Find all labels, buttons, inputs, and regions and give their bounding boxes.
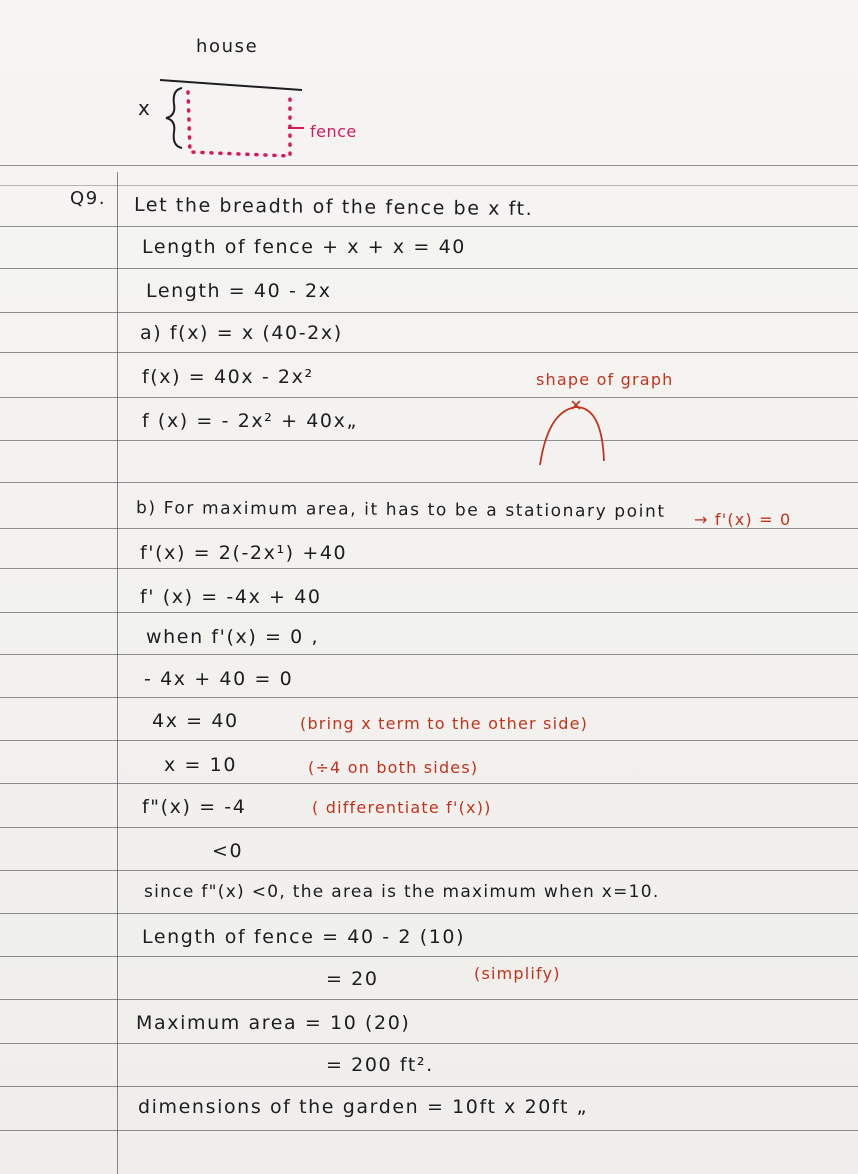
fence-dotted-outline: [188, 92, 290, 156]
ruled-line: [0, 268, 858, 269]
ruled-line: [0, 1130, 858, 1131]
ruled-line: [0, 956, 858, 957]
working-line: = 200 ft².: [326, 1054, 434, 1076]
x-label: x: [138, 96, 152, 120]
ruled-line: [0, 740, 858, 741]
working-line: b) For maximum area, it has to be a stationary point: [135, 498, 666, 522]
divide-note: (÷4 on both sides): [308, 758, 479, 777]
house-label: house: [196, 36, 259, 57]
ruled-line: [0, 1086, 858, 1087]
fence-label: fence: [310, 122, 357, 141]
ruled-line: [0, 1043, 858, 1044]
ruled-line: [0, 226, 858, 227]
margin-line: [117, 172, 118, 1174]
simplify-note: (simplify): [474, 964, 561, 983]
ruled-line: [0, 568, 858, 569]
ruled-line: [0, 612, 858, 613]
working-line: Let the breadth of the fence be x ft.: [133, 193, 534, 221]
working-line: x = 10: [164, 754, 238, 776]
working-line: since f"(x) <0, the area is the maximum when x=10.: [144, 882, 660, 902]
working-line: when f'(x) = 0 ,: [146, 626, 320, 648]
ruled-line: [0, 870, 858, 871]
graph-shape-note: shape of graph: [536, 370, 674, 389]
working-line: dimensions of the garden = 10ft x 20ft „: [138, 1096, 589, 1118]
working-line: - 4x + 40 = 0: [144, 668, 294, 690]
working-line: f(x) = 40x - 2x²: [142, 366, 314, 388]
ruled-line: [0, 827, 858, 828]
working-line: Length of fence = 40 - 2 (10): [142, 926, 466, 948]
ruled-line: [0, 440, 858, 441]
stationary-note: → f'(x) = 0: [694, 510, 792, 529]
working-line: a) f(x) = x (40-2x): [140, 322, 343, 344]
working-line: 4x = 40: [152, 710, 239, 732]
ruled-line: [0, 397, 858, 398]
x-brace: [166, 88, 182, 148]
ruled-line: [0, 352, 858, 353]
working-line: Maximum area = 10 (20): [136, 1012, 411, 1034]
bring-note: (bring x term to the other side): [300, 714, 589, 733]
working-line: f"(x) = -4: [142, 796, 247, 818]
working-line: Length = 40 - 2x: [146, 280, 332, 302]
working-line: f' (x) = -4x + 40: [140, 586, 322, 608]
working-line: f'(x) = 2(-2x¹) +40: [140, 542, 348, 564]
differentiate-note: ( differentiate f'(x)): [312, 798, 492, 817]
question-number: Q9.: [70, 188, 107, 209]
ruled-line: [0, 482, 858, 483]
ruled-line: [0, 185, 858, 186]
ruled-line: [0, 783, 858, 784]
parabola-sketch: [520, 395, 620, 470]
working-line: <0: [212, 840, 244, 862]
working-line: f (x) = - 2x² + 40x„: [142, 410, 358, 432]
working-line: Length of fence + x + x = 40: [142, 236, 466, 258]
fence-diagram: [0, 0, 858, 172]
parabola-curve: [540, 407, 604, 465]
ruled-line: [0, 913, 858, 914]
ruled-line: [0, 999, 858, 1000]
ruled-line: [0, 312, 858, 313]
ruled-line: [0, 654, 858, 655]
ruled-line: [0, 697, 858, 698]
working-line: = 20: [326, 968, 379, 990]
